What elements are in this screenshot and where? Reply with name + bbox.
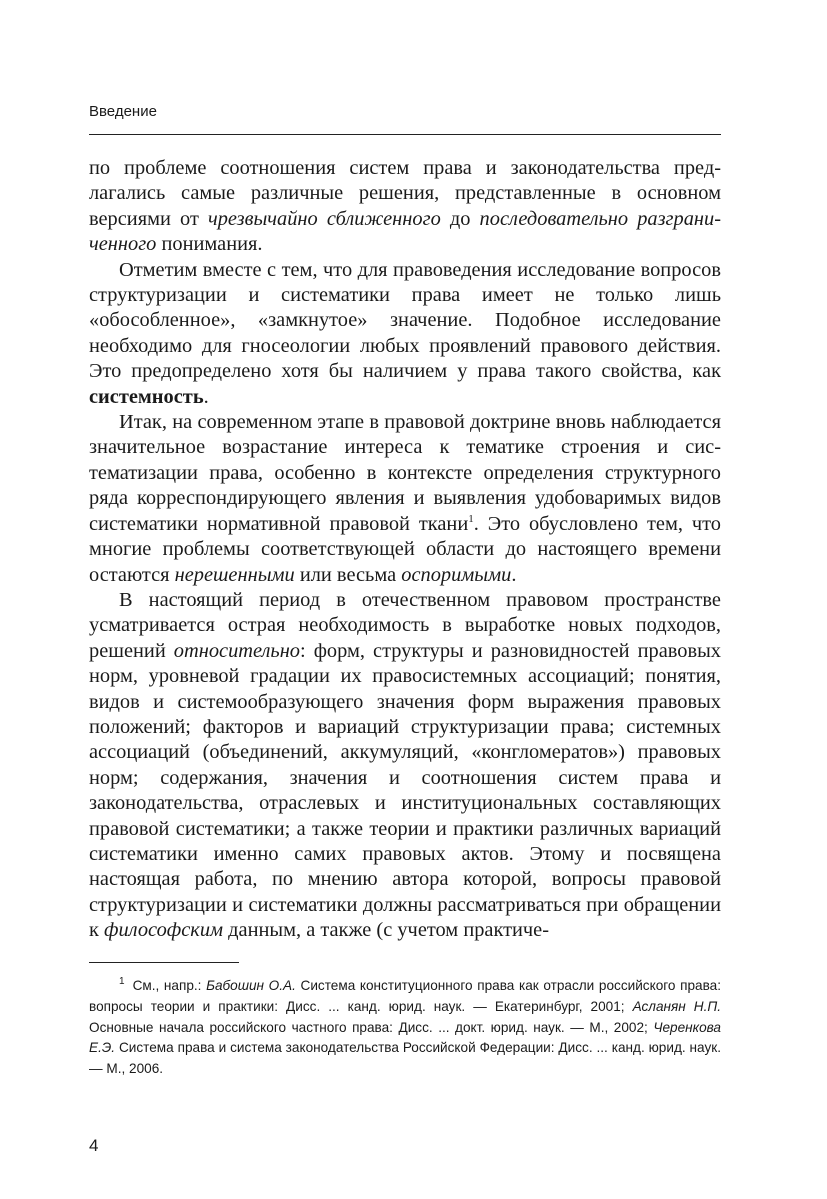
paragraph-1-italic-1: чрезвычайно сближенного [207, 207, 441, 230]
paragraph-4-text-2: : форм, структуры и разновидностей правовых норм, уровневой градации их правосистемных ассоциаций; понятия, видов и системообразующего значения форм выражения правовых положений; факторов и вариаций структуризации права; системных ассоциаций (объединений, аккумуляций, «конгломератов») правовых норм; содержания, значения и соотношения систем права и законодательства, отраслевых и институциональных составляющих правовой систематики; а также теории и практики различных вариаций систематики именно самих правовых актов. Этому и посвящена настоящая работа, по мнению автора которой, вопросы правовой структуризации и систематики должны рассматриваться при обращении к [89, 639, 721, 942]
header-rule [89, 134, 721, 135]
footnote-text-2: Система конституционного права как отрасли российского права: вопросы теории и практики: Дисс. ... канд. юрид. наук. — Екатеринбург, 2001; [89, 978, 722, 1014]
paragraph-1-italic-2: последовательно разграниченного [89, 207, 721, 256]
paragraph-3-text-2: . Это обусловлено тем, что многие проблемы соответствующей области до настоящего времени остаются [89, 512, 721, 586]
paragraph-1 [89, 156, 721, 258]
paragraph-2-bold-1: системность [89, 385, 204, 408]
paragraph-1-text-2: до [440, 207, 480, 230]
footnote-author-1: Бабошин О.А. [206, 978, 296, 993]
paragraph-3-text-3: или весьма [294, 563, 402, 586]
paragraph-1-text-1: по проблеме соотношения систем права и законодательства предлагались самые различные решения, представленные в основном версиями от [89, 157, 721, 230]
footnote-rule [89, 962, 239, 963]
paragraph-4-italic-1: относительно [173, 639, 301, 662]
footnote-text-3: Основные начала российского частного права: Дисс. ... докт. юрид. наук. — М., 2002; [89, 1019, 654, 1035]
footnote-author-3: Черенкова Е.Э. [89, 1019, 721, 1056]
paragraph-3-italic-2: оспоримыми [401, 563, 512, 586]
footnote-reference[interactable]: 1 [468, 512, 474, 525]
paragraph-1-text-3: понимания. [156, 233, 263, 256]
paragraph-4-text-1: В настоящий период в отечественном правовом пространстве усматривается острая необходимость в выработке новых подходов, решений [89, 588, 721, 662]
paragraph-3-text-4: . [511, 563, 517, 586]
page-number: 4 [89, 1136, 99, 1155]
paragraph-3-text-1: Итак, на современном этапе в правовой доктрине вновь наблюдается значительное возрастание интереса к тематике строения и систематизации права, особенно в контексте определения структурного ряда корреспондирующего явления и выявления удобоваримых видов систематики нормативной правовой ткани [89, 411, 721, 535]
paragraph-4-text-3: данным, а также (с учетом практиче- [223, 919, 550, 942]
paragraph-4-italic-2: философским [104, 919, 224, 942]
footnote-text-1: См., напр.: [132, 978, 207, 993]
paragraph-3 [89, 410, 721, 588]
main-text [89, 156, 721, 944]
paragraph-2-text-2: . [203, 385, 209, 408]
paragraph-2-text-1: Отметим вместе с тем, что для правоведения исследование вопросов структуризации и систематики права имеет не только лишь «обособленное», «замкнутое» значение. Подобное исследование необходимо для гносеологии любых проявлений правового действия. Это предопределено хотя бы наличием у права такого свойства, как [89, 258, 721, 383]
paragraph-2 [89, 258, 721, 410]
paragraph-3-italic-1: нерешенными [174, 563, 295, 586]
paragraph-4 [89, 588, 721, 944]
footnote-text-4: Система права и система законодательства Российской Федерации: Дисс. ... канд. юрид. наук. — М., 2006. [89, 1040, 721, 1077]
footnote-1 [89, 976, 721, 1080]
running-header: Введение [89, 103, 157, 120]
footnote-author-2: Асланян Н.П. [632, 998, 721, 1014]
footnote-mark: 1 [119, 976, 125, 988]
